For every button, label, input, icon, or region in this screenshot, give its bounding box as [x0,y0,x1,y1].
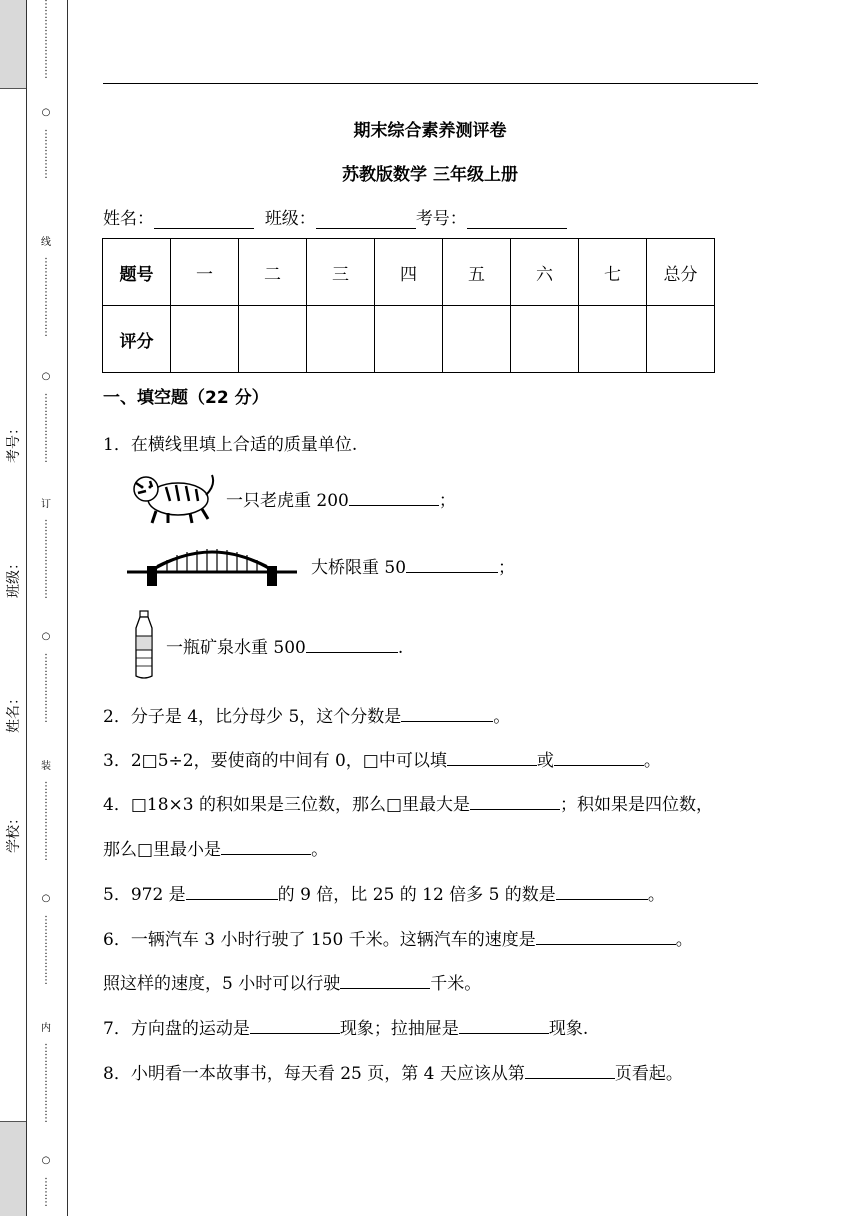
bridge-picture [127,540,297,588]
score-cell-1: 一 [171,239,239,306]
answer-blank-2[interactable] [401,703,493,722]
question-4-cont: 那么□里最小是 。 [103,835,328,860]
score-cell-2: 二 [239,239,307,306]
answer-blank-3a[interactable] [447,747,537,766]
answer-blank-6a[interactable] [536,926,676,945]
score-table [102,238,715,373]
score-cell-4: 四 [375,239,443,306]
exam-subtitle: 苏教版数学 三年级上册 [342,165,518,185]
mark-zhuang: 装 [41,761,51,772]
exam-title: 期末综合素养测评卷 [353,121,507,141]
answer-blank-6b[interactable] [340,970,430,989]
question-6: 6．一辆汽车 3 小时行驶了 150 千米。这辆汽车的速度是 。 [103,925,693,950]
score-entry[interactable] [375,306,443,373]
class-blank[interactable] [316,210,416,229]
score-cell-total: 总分 [647,239,715,306]
gutter-name-label: 姓名： [6,691,22,733]
student-info-line [103,204,567,229]
score-entry[interactable] [443,306,511,373]
id-label: 考号： [415,209,467,229]
answer-blank-4b[interactable] [221,836,311,855]
answer-blank-7b[interactable] [459,1015,549,1034]
gutter-school-label: 学校： [6,811,22,853]
score-cell-heading: 题号 [103,239,171,306]
question-3: 3．2□5÷2，要使商的中间有 0，□中可以填 或 。 [103,746,661,771]
answer-blank-1c[interactable] [306,634,398,653]
question-5: 5．972 是 的 9 倍，比 25 的 12 倍多 5 的数是 。 [103,880,665,905]
class-label: 班级： [264,209,316,229]
gutter-class-label: 班级： [6,556,22,598]
question-1c: 一瓶矿泉水重 500 . [166,633,403,658]
question-6-cont: 照这样的速度，5 小时可以行驶 千米。 [103,969,481,994]
section-heading-fill-in: 一、填空题（22 分） [103,388,269,408]
question-1b: 大桥限重 50 ； [311,553,515,578]
header-rule [103,83,758,84]
gutter-id-label: 考号： [6,421,22,463]
question-1a: 一只老虎重 200 ； [226,486,456,511]
score-cell-3: 三 [307,239,375,306]
question-8: 8．小明看一本故事书，每天看 25 页，第 4 天应该从第 页看起。 [103,1059,683,1084]
binding-gutter-field [0,88,26,1122]
score-cell-5: 五 [443,239,511,306]
mark-xian: 线 [41,237,51,248]
dotted-binding-column: ⋮ ⋮ ⋮ ⋮ ⋮ ⋮ ⋮ ⋮ ○ ⋮ ⋮ ⋮ ⋮ ⋮ 线 ⋮ ⋮ ⋮ ⋮ ⋮ ⋮ ⋮ ⋮ ○ ⋮ ⋮ ⋮ ⋮ ⋮ ⋮ ⋮ 订 ⋮ ⋮ ⋮ ⋮ ⋮ ⋮ ⋮ ⋮ ○ ⋮ ⋮ ⋮ ⋮ ⋮ ⋮ ⋮ 装 ⋮ ⋮ ⋮ ⋮ ⋮ ⋮ ⋮ ⋮ ○ ⋮ ⋮ ⋮ ⋮ ⋮ ⋮ ⋮ 内 ⋮ ⋮ ⋮ ⋮ ⋮ ⋮ ⋮ ⋮ ○ ⋮ ⋮ ⋮ [41,0,51,1208]
score-row-label: 评分 [103,306,171,373]
tiger-picture [126,465,216,527]
binding-cut-line [67,0,68,1216]
score-cell-6: 六 [511,239,579,306]
score-entry[interactable] [171,306,239,373]
score-entry[interactable] [511,306,579,373]
answer-blank-7a[interactable] [250,1015,340,1034]
score-entry[interactable] [239,306,307,373]
id-blank[interactable] [467,210,567,229]
score-entry[interactable] [647,306,715,373]
answer-blank-3b[interactable] [554,747,644,766]
answer-blank-4a[interactable] [470,791,560,810]
name-label: 姓名： [103,209,154,229]
question-7: 7．方向盘的运动是 现象；拉抽屉是 现象. [103,1014,588,1039]
answer-blank-5a[interactable] [186,881,278,900]
water-bottle-picture [132,610,156,680]
mark-nei: 内 [41,1023,51,1034]
name-blank[interactable] [154,210,254,229]
score-table-score-row [103,306,715,373]
score-entry[interactable] [579,306,647,373]
question-4: 4．□18×3 的积如果是三位数，那么□里最大是 ；积如果是四位数， [103,790,713,815]
answer-blank-1b[interactable] [406,554,498,573]
question-1: 1．在横线里填上合适的质量单位. [103,435,358,455]
score-cell-7: 七 [579,239,647,306]
mark-ding: 订 [41,499,51,510]
answer-blank-8[interactable] [525,1060,615,1079]
score-table-header-row [103,239,715,306]
gutter-border-line [26,0,27,1216]
score-entry[interactable] [307,306,375,373]
answer-blank-5b[interactable] [556,881,648,900]
answer-blank-1a[interactable] [349,487,439,506]
question-2: 2．分子是 4，比分母少 5，这个分数是 。 [103,702,510,727]
